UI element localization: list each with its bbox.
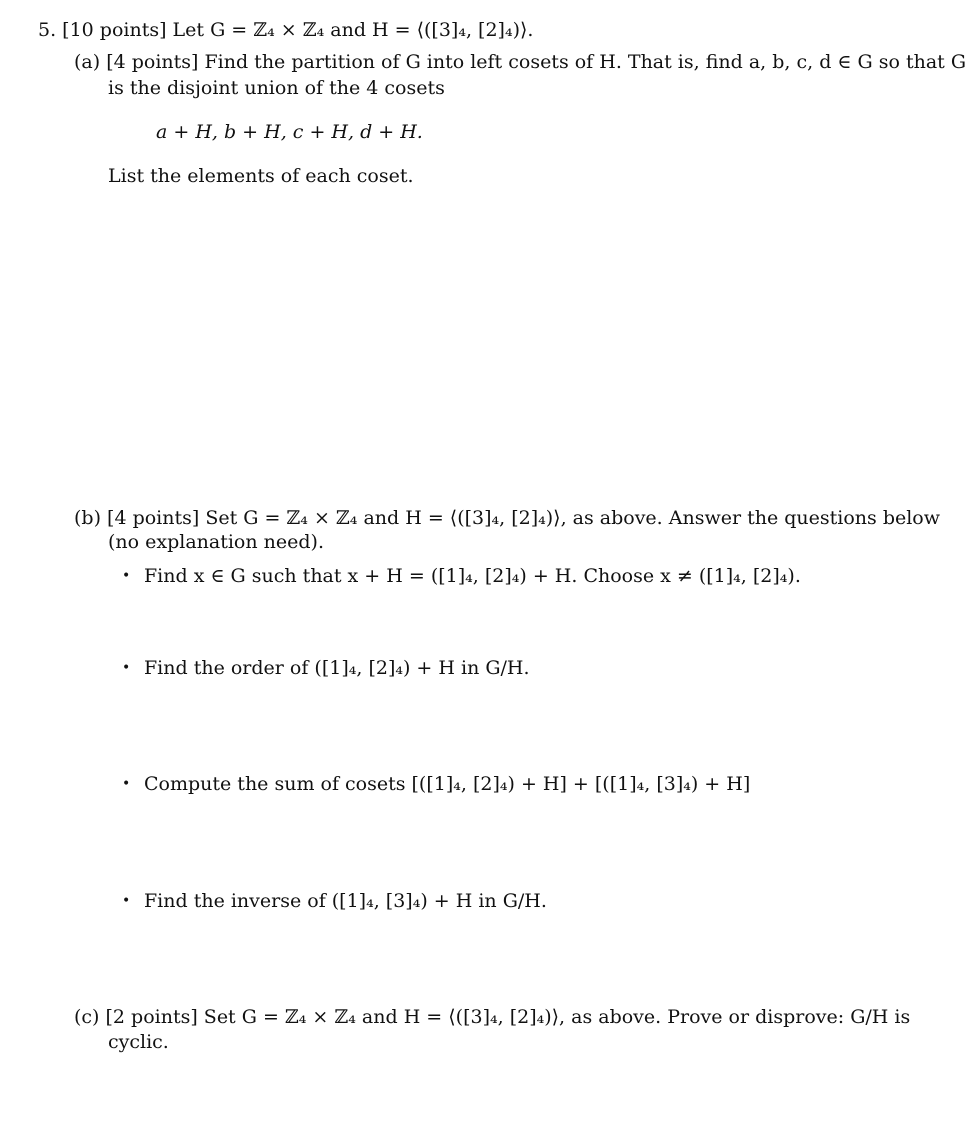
- part-a-line-1: (a) [4 points] Find the partition of G into left cosets of H. That is, find a, b, c, d ∈ G so that G: [74, 51, 966, 73]
- part-b-bullet-4: Find the inverse of ([1]₄, [3]₄) + H in G/H.: [144, 890, 547, 912]
- part-b-bullet-1: Find x ∈ G such that x + H = ([1]₄, [2]₄) + H. Choose x ≠ ([1]₄, [2]₄).: [144, 565, 801, 587]
- part-b-bullet-2: Find the order of ([1]₄, [2]₄) + H in G/H.: [144, 657, 530, 679]
- problem-header: 5. [10 points] Let G = ℤ₄ × ℤ₄ and H = ⟨([3]₄, [2]₄)⟩.: [38, 19, 534, 41]
- part-b-line-2: (no explanation need).: [108, 531, 324, 553]
- part-b-bullet-3: Compute the sum of cosets [([1]₄, [2]₄) + H] + [([1]₄, [3]₄) + H]: [144, 773, 751, 795]
- part-a-instruction: List the elements of each coset.: [108, 165, 414, 187]
- bullet-icon: •: [122, 568, 131, 584]
- bullet-icon: •: [122, 893, 131, 909]
- part-a-coset-list: a + H, b + H, c + H, d + H.: [156, 121, 423, 143]
- bullet-icon: •: [122, 660, 131, 676]
- bullet-icon: •: [122, 776, 131, 792]
- part-c-line-2: cyclic.: [108, 1031, 169, 1053]
- part-b-line-1: (b) [4 points] Set G = ℤ₄ × ℤ₄ and H = ⟨([3]₄, [2]₄)⟩, as above. Answer the questions below: [74, 507, 941, 529]
- part-c-line-1: (c) [2 points] Set G = ℤ₄ × ℤ₄ and H = ⟨([3]₄, [2]₄)⟩, as above. Prove or disprove: G/H is: [74, 1006, 911, 1028]
- part-a-line-2: is the disjoint union of the 4 cosets: [108, 77, 445, 99]
